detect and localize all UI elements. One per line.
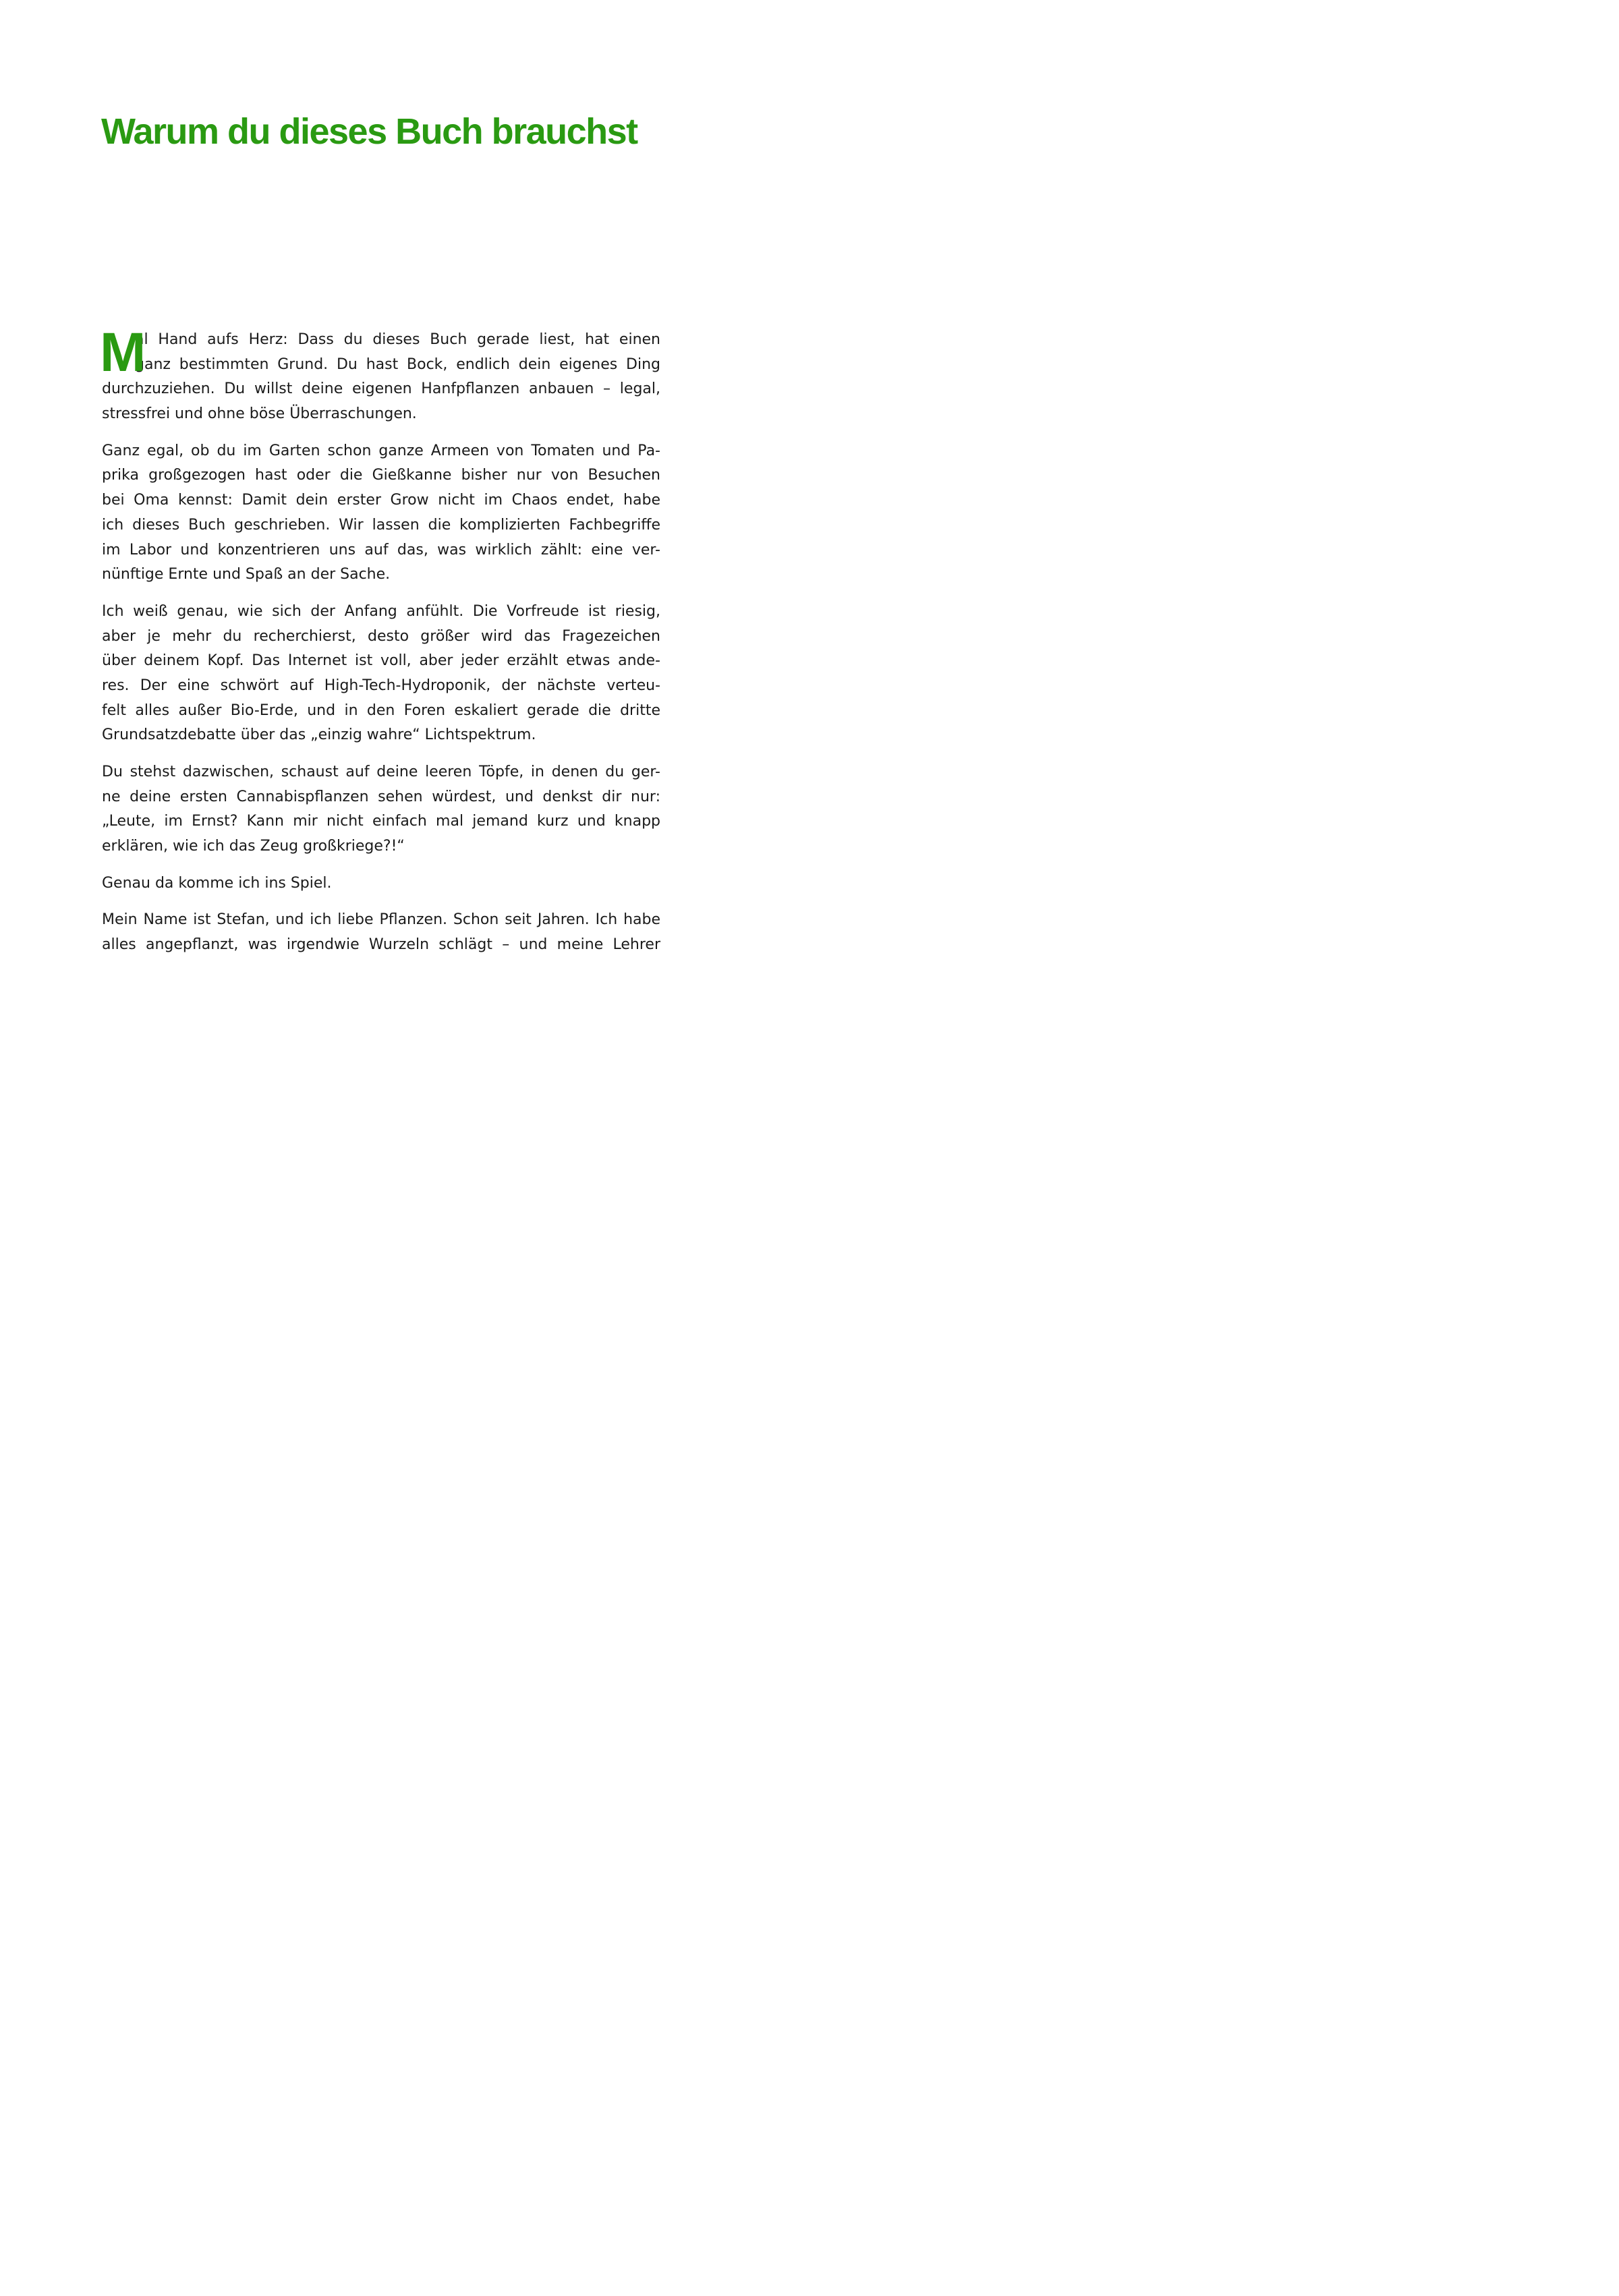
text-line: al Hand aufs Herz: Dass du dieses Buch gerade liest, hat einen	[135, 331, 660, 348]
text-line: nünftige Ernte und Spaß an der Sache.	[102, 566, 391, 583]
text-line: stressfrei und ohne böse Überraschungen.	[102, 405, 417, 423]
text-line: aber je mehr du recherchierst, desto größer wird das Fragezeichen	[102, 627, 660, 645]
text-line: erklären, wie ich das Zeug großkriege?!“	[102, 838, 405, 855]
paragraph-1	[100, 322, 660, 427]
text-line: Grundsatzdebatte über das „einzig wahre“ Lichtspektrum.	[102, 726, 536, 744]
paragraph-4	[102, 760, 660, 859]
text-line: Du stehst dazwischen, schaust auf deine leeren Töpfe, in denen du ger-	[102, 764, 660, 780]
text-line: durchzuziehen. Du willst deine eigenen Hanfpflanzen anbauen – legal,	[102, 380, 660, 398]
text-line: „Leute, im Ernst? Kann mir nicht einfach mal jemand kurz und knapp	[102, 813, 660, 830]
chapter-title: Warum du dieses Buch brauchst	[101, 111, 637, 152]
body-text	[100, 322, 660, 970]
text-line: ne deine ersten Cannabispflanzen sehen würdest, und denkst dir nur:	[102, 788, 660, 805]
text-line: bei Oma kennst: Damit dein erster Grow nicht im Chaos endet, habe	[102, 492, 660, 509]
text-line: alles angepflanzt, was irgendwie Wurzeln schlägt – und meine Lehrer	[102, 936, 660, 954]
drop-cap: M	[100, 322, 145, 383]
book-page	[0, 0, 742, 1052]
text-line: prika großgezogen hast oder die Gießkanne bisher nur von Besuchen	[102, 467, 660, 484]
text-line: Mein Name ist Stefan, und ich liebe Pflanzen. Schon seit Jahren. Ich habe	[102, 911, 660, 929]
text-line: Genau da komme ich ins Spiel.	[102, 874, 332, 892]
paragraph-2	[102, 439, 660, 587]
text-line: felt alles außer Bio-Erde, und in den Foren eskaliert gerade die dritte	[102, 701, 660, 719]
text-line: über deinem Kopf. Das Internet ist voll, aber jeder erzählt etwas ande-	[102, 652, 660, 670]
paragraph-5	[102, 871, 660, 896]
paragraph-6	[102, 908, 660, 957]
text-line: Ganz egal, ob du im Garten schon ganze Armeen von Tomaten und Pa-	[102, 442, 660, 459]
text-line: Ich weiß genau, wie sich der Anfang anfühlt. Die Vorfreude ist riesig,	[102, 602, 660, 620]
text-line: ganz bestimmten Grund. Du hast Bock, endlich dein eigenes Ding	[135, 355, 660, 373]
text-line: ich dieses Buch geschrieben. Wir lassen die komplizierten Fachbegriffe	[102, 516, 660, 534]
paragraph-3	[102, 600, 660, 748]
text-line: im Labor und konzentrieren uns auf das, was wirklich zählt: eine ver-	[102, 541, 660, 558]
text-line: res. Der eine schwört auf High-Tech-Hydroponik, der nächste verteu-	[102, 677, 660, 694]
